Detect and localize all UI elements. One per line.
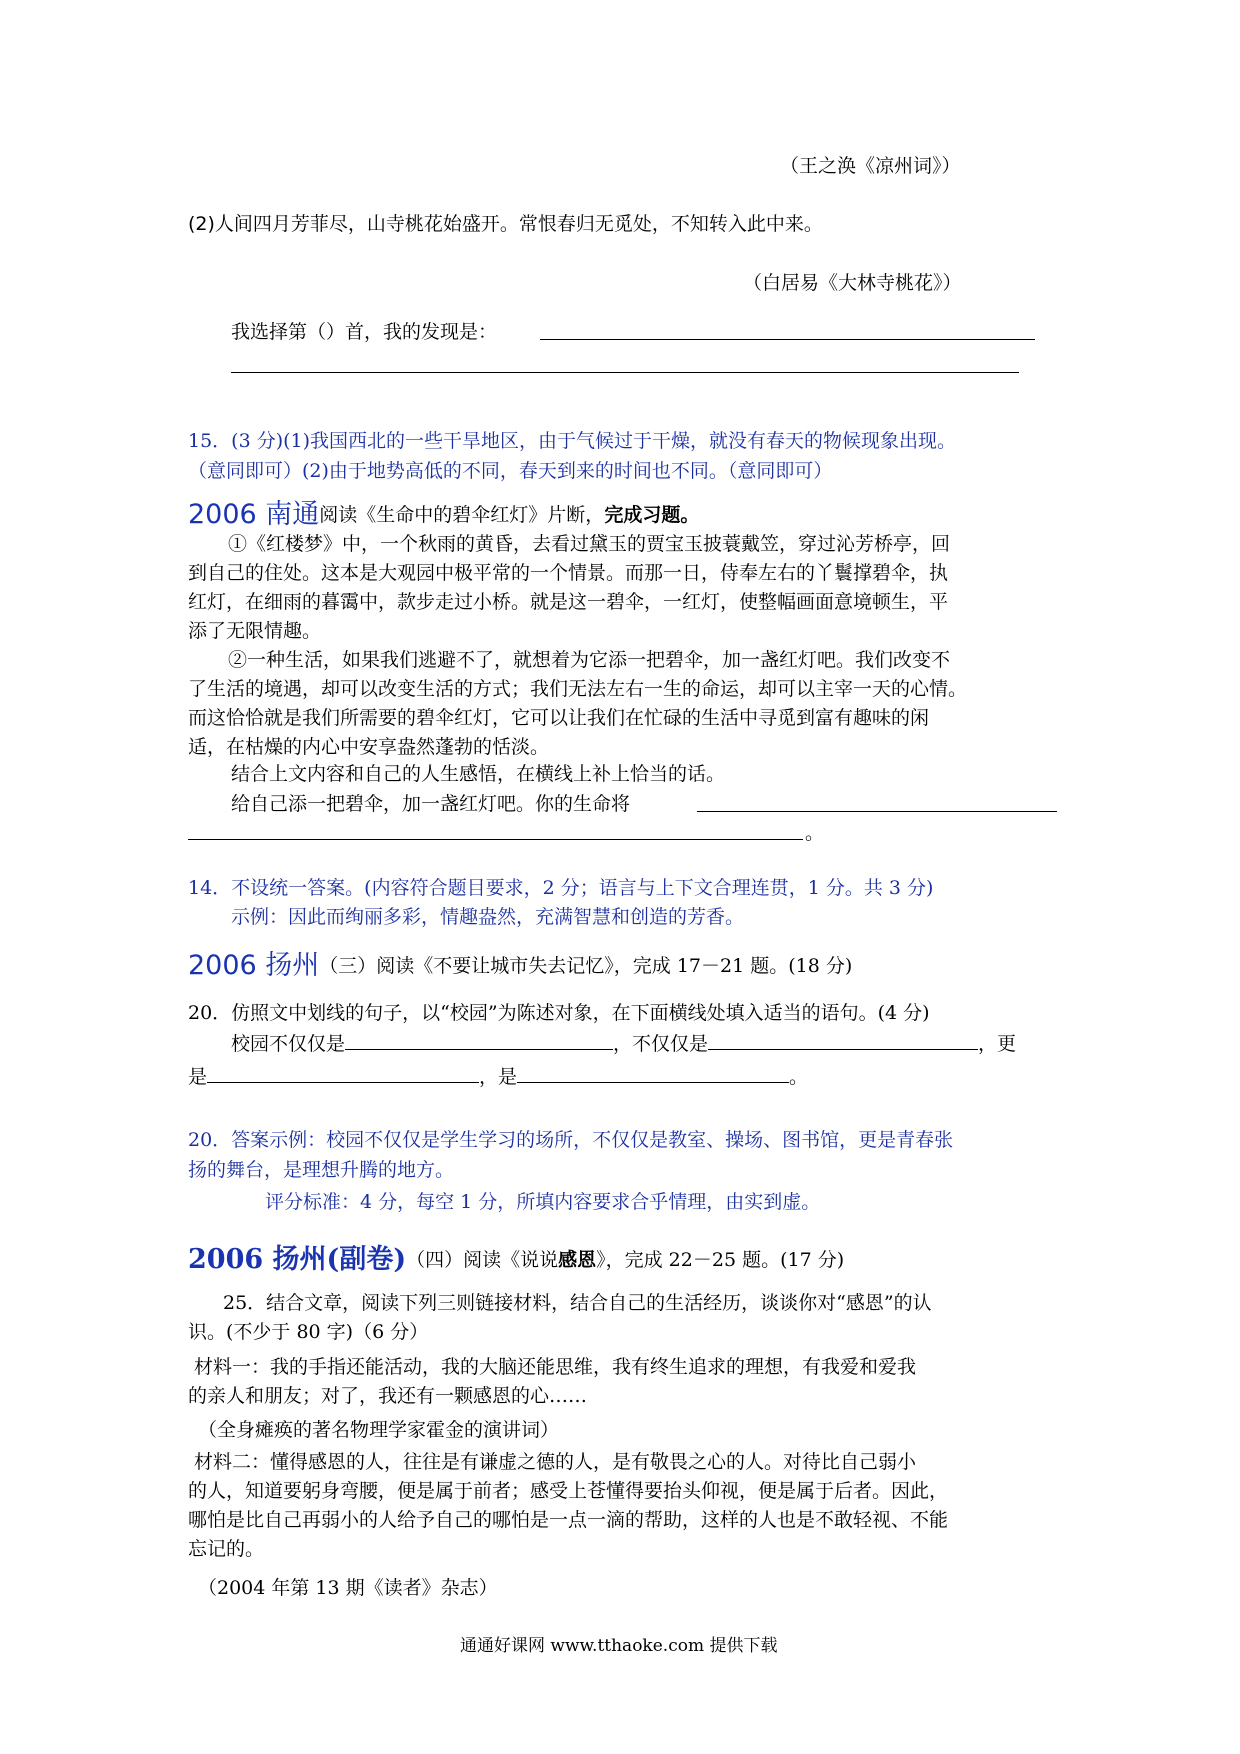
- fill-blank-4[interactable]: [517, 1066, 789, 1083]
- material1-source: （全身瘫痪的著名物理学家霍金的演讲词）: [198, 1419, 560, 1441]
- yangzhou-q20: 20．仿照文中划线的句子，以“校园”为陈述对象，在下面横线处填入适当的语句。(4 分): [188, 1002, 930, 1024]
- nantong-task: 完成习题。: [604, 504, 700, 526]
- yangzhou-fill-row1: [231, 1029, 1103, 1056]
- nantong-heading: [188, 492, 1060, 531]
- para1-line: ①《红楼梦》中，一个秋雨的黄昏，去看过黛玉的贾宝玉披蓑戴笠，穿过沁芳桥亭，回: [228, 533, 951, 555]
- yangzhou-heading: [188, 943, 1060, 982]
- choose-prompt-text: 我选择第（）首，我的发现是：: [231, 321, 498, 343]
- passage-para1: [188, 530, 1060, 646]
- fill-b: ，不仅仅是: [613, 1033, 709, 1055]
- yangzhou-fill-row2: [188, 1062, 1060, 1089]
- answer-line-1[interactable]: [540, 339, 1035, 340]
- sub-heading-post: 》，完成 22－25 题。(17 分): [596, 1249, 845, 1271]
- yangzhou-sub-region: 2006 扬州(副卷): [188, 1244, 407, 1275]
- nantong-region: 2006 南通: [188, 499, 320, 530]
- fill-blank-3[interactable]: [207, 1066, 479, 1083]
- fill-end-mark: 。: [805, 822, 825, 844]
- answer15-line1: 15．(3 分)(1)我国西北的一些干旱地区，由于气候过于干燥，就没有春天的物候现象出现。: [188, 430, 957, 452]
- poem2-source: （白居易《大林寺桃花》）: [743, 272, 962, 294]
- answer20-criteria: 评分标准：4 分，每空 1 分，所填内容要求合乎情理，由实到虚。: [265, 1191, 821, 1213]
- para2-line: ②一种生活，如果我们逃避不了，就想着为它添一把碧伞，加一盏红灯吧。我们改变不: [228, 649, 951, 671]
- para1-line: 到自己的住处。这本是大观园中极平常的一个情景。而那一日，侍奉左右的丫鬟撑碧伞，执: [188, 562, 949, 584]
- material1-line: 材料一：我的手指还能活动，我的大脑还能思维，我有终生追求的理想，有我爱和爱我: [194, 1356, 917, 1378]
- answer20-line2: 扬的舞台，是理想升腾的地方。: [188, 1159, 455, 1181]
- material1: [188, 1353, 1060, 1411]
- material2-line: 的人，知道要躬身弯腰，便是属于前者；感受上苍懂得要抬头仰视，便是属于后者。因此，: [188, 1480, 949, 1502]
- para2-line: 而这恰恰就是我们所需要的碧伞红灯，它可以让我们在忙碌的生活中寻觅到富有趣味的闲: [188, 707, 930, 729]
- answer-line-2[interactable]: [231, 372, 1019, 373]
- q25-line: 25．结合文章，阅读下列三则链接材料，结合自己的生活经历，谈谈你对“感恩”的认: [223, 1292, 932, 1314]
- material2-line: 哪怕是比自己再弱小的人给予自己的哪怕是一点一滴的帮助，这样的人也是不敢轻视、不能: [188, 1509, 949, 1531]
- material2-source: （2004 年第 13 期《读者》杂志）: [198, 1577, 498, 1599]
- material1-line: 的亲人和朋友；对了，我还有一颗感恩的心……: [188, 1385, 588, 1407]
- yangzhou-sub-heading: [188, 1237, 1060, 1276]
- fill-blank-2[interactable]: [708, 1033, 978, 1050]
- nantong-instruction: 结合上文内容和自己的人生感悟，在横线上补上恰当的话。: [231, 763, 726, 785]
- answer14-line2: 示例：因此而绚丽多彩，情趣盎然，充满智慧和创造的芳香。: [231, 906, 745, 928]
- material2-line: 材料二：懂得感恩的人，往往是有谦虚之德的人，是有敬畏之心的人。对待比自己弱小: [194, 1451, 917, 1473]
- para2-line: 了生活的境遇，却可以改变生活的方式；我们无法左右一生的命运，却可以主宰一天的心情。: [188, 678, 968, 700]
- q25: [188, 1289, 1060, 1347]
- para2-line: 适，在枯燥的内心中安享盎然蓬勃的恬淡。: [188, 736, 550, 758]
- material2-line: 忘记的。: [188, 1538, 265, 1560]
- poem1-source: （王之涣《凉州词》）: [780, 155, 961, 177]
- page-footer: 通通好课网 www.tthaoke.com 提供下载: [460, 1636, 778, 1656]
- answer20-line1: 20．答案示例：校园不仅仅是学生学习的场所，不仅仅是教室、操场、图书馆，更是青春张: [188, 1129, 954, 1151]
- fill-prompt: 给自己添一把碧伞，加一盏红灯吧。你的生命将: [231, 793, 631, 815]
- fill-e: ，是: [479, 1066, 518, 1088]
- fill-a: 校园不仅仅是: [231, 1033, 346, 1055]
- para1-line: 红灯，在细雨的暮霭中，款步走过小桥。就是这一碧伞，一红灯，使整幅画面意境顿生，平: [188, 591, 949, 613]
- q25-line: 识。(不少于 80 字)（6 分）: [188, 1321, 429, 1343]
- nantong-read: 阅读《生命中的碧伞红灯》片断，: [319, 504, 605, 526]
- fill-blank-1[interactable]: [345, 1033, 613, 1050]
- poem2-text: (2)人间四月芳菲尽，山寺桃花始盛开。常恨春归无觅处，不知转入此中来。: [188, 213, 823, 235]
- sub-heading-bold: 感恩: [558, 1249, 597, 1271]
- passage-para2: [188, 646, 1060, 762]
- fill-line-1[interactable]: [697, 811, 1057, 812]
- material2: [188, 1448, 1060, 1564]
- answer14-line1: 14．不设统一答案。(内容符合题目要求，2 分；语言与上下文合理连贯，1 分。共 3 分): [188, 877, 934, 899]
- fill-end: 。: [789, 1066, 809, 1088]
- answer15-line2: （意同即可）(2)由于地势高低的不同，春天到来的时间也不同。（意同即可）: [188, 460, 833, 482]
- yangzhou-heading-text: （三）阅读《不要让城市失去记忆》，完成 17－21 题。(18 分): [319, 955, 853, 977]
- fill-d: 是: [188, 1066, 208, 1088]
- fill-line-2[interactable]: [188, 839, 803, 840]
- yangzhou-region: 2006 扬州: [188, 950, 320, 981]
- fill-c: ，更: [978, 1033, 1017, 1055]
- sub-heading-pre: （四）阅读《说说: [406, 1249, 559, 1271]
- para1-line: 添了无限情趣。: [188, 620, 322, 642]
